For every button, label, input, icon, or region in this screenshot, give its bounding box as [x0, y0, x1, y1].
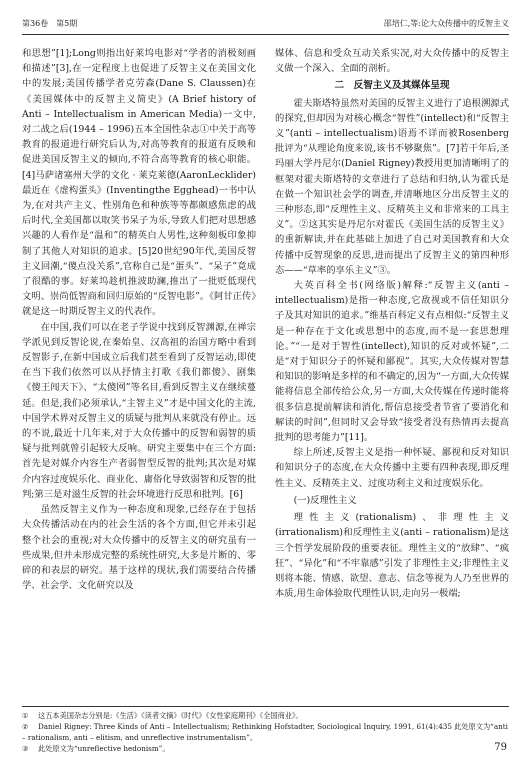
left-column [22, 46, 256, 696]
paragraph: 媒体、信息和受众互动关系实况,对大众传播中的反智主义做一个深入、全面的剖析。 [275, 48, 509, 75]
footnote-mark: ① [22, 711, 29, 720]
footnote [22, 743, 509, 754]
footnote-mark: ③ [22, 744, 29, 753]
footnotes [22, 706, 509, 754]
page-number: 79 [494, 742, 507, 753]
paragraph: 综上所述,反智主义是指一种怀疑、鄙视和反对知识和知识分子的态度,在大众传播中主要有四种表现,即反理性主义、反精英主义、过度功利主义和过度娱乐化。 [275, 447, 509, 489]
running-header [22, 18, 509, 35]
footnote-text: 这五本美国杂志分别是:《生活》《读者文摘》《时代》《女性家庭期刊》《全国商业》。 [38, 711, 303, 720]
paragraph: 在中国,我们可以在老子学说中找到反智渊源,在禅宗学派见到反智论说,在秦始皇、汉高祖的治国方略中看到反智影子,在新中国成立后我们甚至看到了反智运动,即使在当下我们依然可以从抒情主打歌《我们都傻》、剧集《傻王闯天下》、“太傻网”等名目,看到反智主义在继续蔓延。但是,我们必须承认,“主智主义”才是中国文化的主流,中国学术界对反智主义的质疑与批判从来就没有停止。远的不说,最近十几年来,对于大众传播中的反智和弱智的质疑与批判就曾引起较大反响。研究主要集中在三个方面:首先是对媒介内容生产者弱智型反智的批判;其次是对媒介内容过度娱乐化、商业化、庸俗化导致弱智和反智的批判;第三是对滋生反智的社会环境进行反思和批判。[6] [22, 321, 256, 500]
paragraph: 理性主义(rationalism)、非理性主义(irrationalism)和反理性主义(anti – rationalism)是这三个哲学发展阶段的重要表征。理性主义的“放肆”、“疯狂”、“异化”和“不牢靠感”引发了非理性主义;非理性主义则将本能、情感、欲望、意志、信念等视为人乃至世界的本质,用生命体验取代理性认识,走向另一极端; [275, 512, 509, 600]
body-columns [22, 46, 509, 696]
paragraph: 和思想”[1];Long则指出好莱坞电影对“学者的消极刻画和描述”[3],在一定程度上也促进了反智主义在美国文化中的发展;美国传播学者克劳森(Dane S. Claussen)在《美国媒体中的反智主义简史》(A Brief history of Anti – Intellectualism in American Media)一文中,对二战之后(1944 – 1996)五本全国性杂志①中关于高等教育的报道进行研究后认为,对高等教育的报道有反映和促进美国反智主义的倾向,不符合高等教育的核心职能。[4]马萨诸塞州大学的文化 · 莱克莱德(AaronLecklider)最近在《虚构蛋头》(Inventingthe Egghead)一书中认为,在对共产主义、性别角色和种族等等都颇感焦虑的战后时代,全美国都以取笑书呆子为乐,导致人们把对思想感兴趣的人看作是“温和”的精英白人男性,这种刻板印象抑制了其他人对知识的追求。[5]20世纪90年代,美国反智主义回潮,“傻点没关系”,官称自己是“蛋头”、“呆子”竟成了很酷的事。好莱坞趁机推波助澜,推出了一批贬低现代文明、崇尚低智商和回归原始的“反智电影”。《阿甘正传》就是这一时期反智主义的代表作。 [22, 48, 256, 318]
subsection-heading: (一)反理性主义 [293, 494, 357, 506]
footnote [22, 721, 509, 743]
journal-volume: 第36卷 第5期 [22, 19, 78, 28]
footnote [22, 710, 509, 721]
right-column [275, 46, 509, 696]
paragraph: 霍夫斯塔特虽然对美国的反智主义进行了追根溯源式的探究,但却因为对核心概念“智性”(intellect)和“反智主义”(anti – intellectualism)语焉不详而被Rosenberg批评为“从理论角度来说,该书不够聚焦”。[7]若干年后,圣玛丽大学丹尼尔(Daniel Rigney)教授用更加清晰明了的框架对霍夫斯塔特的文章进行了总结和归纳,认为霍氏是在做一个知识社会学的调查,并清晰地区分出反智主义的三种形态,即“反理性主义、反精英主义和非常来的工具主义”。②这其实是丹尼尔对霍氏《美国生活的反智主义》的重新解读,并在此基础上加进了自己对美国教育和大众传播中反智现象的反思,进而提出了反智主义的第四种形态——“草率的享乐主义”③。 [275, 97, 509, 276]
footnote-text: 此处原文为“unreflective hedonism”。 [38, 744, 170, 753]
section-heading: 二 反智主义及其媒体呈现 [334, 80, 450, 92]
footnote-text: Daniel Rigney: Three Kinds of Anti – Intellectualism; Rethinking Hofstadter, Sociological Inquiry, 1991, 61(4):435 此处原文为“anti – rationalism, anti – elitism, and unreflective instrumentalism”。 [22, 722, 508, 742]
article-running-title: 邵培仁,等:论大众传播中的反智主义 [383, 19, 509, 28]
paragraph: 虽然反智主义作为一种态度和现象,已经存在于包括大众传播活动在内的社会生活的各个方面,但它并未引起整个社会的重视;对大众传播中的反智主义的研究虽有一些成果,但并未形成完整的系统性研究,大多是片断的、零碎的和表层的研究。基于这样的现状,我们需要结合传播学、社会学、文化研究以及 [22, 504, 256, 592]
footnote-mark: ② [22, 722, 29, 731]
paragraph: 大英百科全书(网络版)解释:“反智主义(anti – intellectualism)是指一种态度,它敌视或不信任知识分子及其对知识的追求。”维基百科定义有点相似:“反智主义是一种存在于文化或思想中的态度,而不是一套思想理论。”“一是对于智性(intellect),知识的反对或怀疑”,二是“对于知识分子的怀疑和鄙视”。其实,大众传媒对智慧和知识的影响是多样的和不确定的,因为“一方面,大众传媒能将信息全部传给公众,另一方面,大众传媒在传递时能将很多信息提前解读和消化,帮信息接受者节省了要消化和解读的时间”,但同时又会导致“接受者没有热情再去提高批判的思考能力”[11]。 [275, 280, 509, 444]
